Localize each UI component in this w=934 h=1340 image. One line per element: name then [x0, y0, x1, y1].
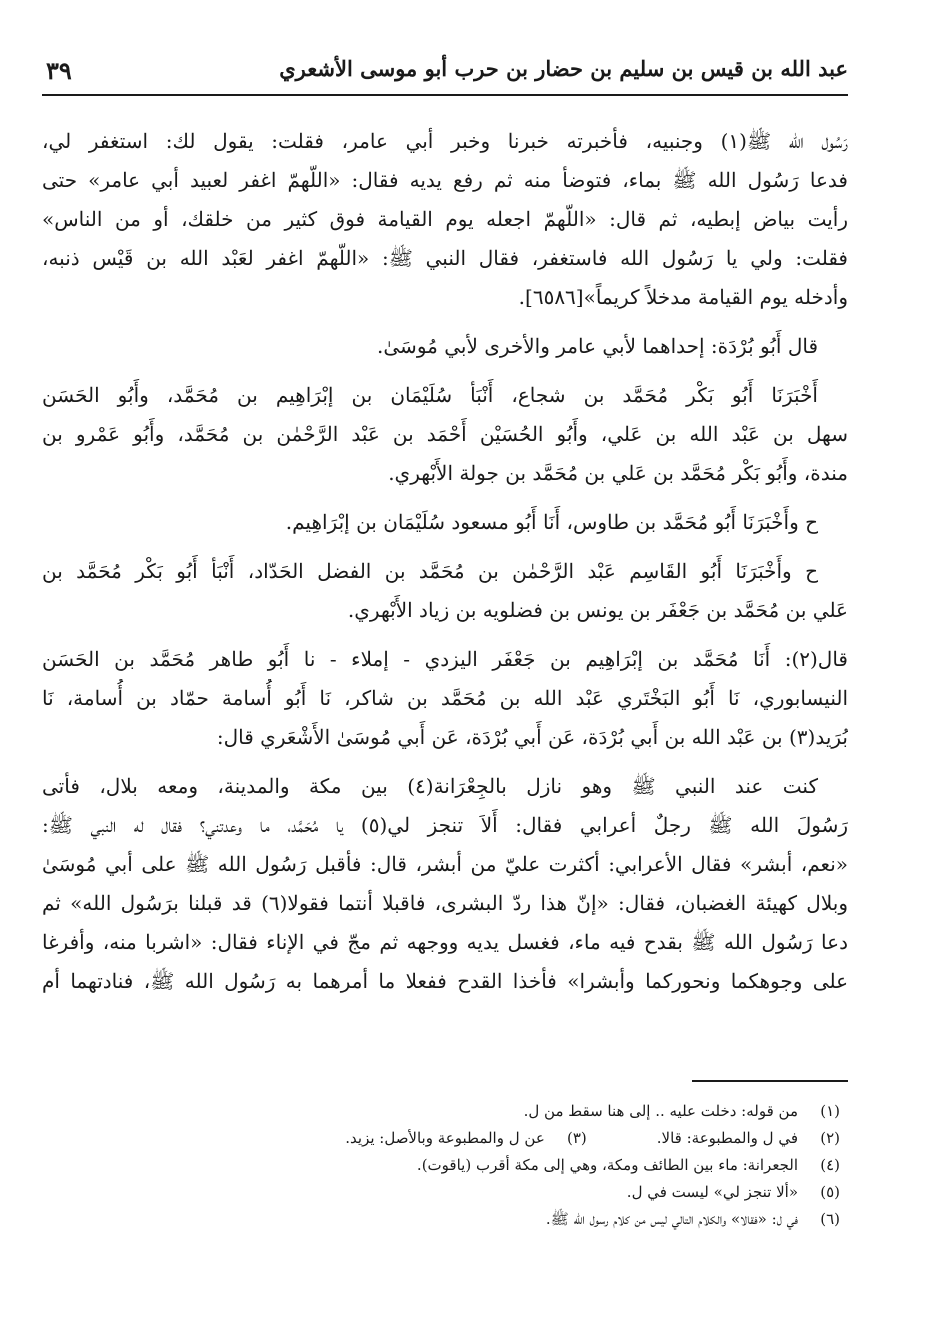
- text-line: سهل بن عَبْد الله بن عَلي، وأَبُو الحُسَيْن أَحْمَد بن عَبْد الرَّحْمٰن بن مُحَمَّد، وأَبُو عَمْرو بن: [42, 422, 848, 446]
- paragraph: [42, 640, 848, 757]
- text-line: كنت عند النبي ﷺ وهو نازل بالجِعْرَانة(٤) بين مكة والمدينة، ومعه بلال، فأتى: [42, 774, 818, 798]
- text-line: رأيت بياض إبطيه، ثم قال: «اللّهمّ اجعله يوم القيامة فوق كثير من خلقك، أو من الناس»: [42, 207, 848, 231]
- text-line: ح وأَخْبَرَنَا أَبُو القَاسِم عَبْد الرَّحْمٰن بن مُحَمَّد بن الفضل الحَدّاد، أَنْبَأ أَبُو بَكْر مُحَمَّد بن: [42, 559, 818, 583]
- text-line: فقلت: ولي يا رَسُول الله فاستغفر، فقال النبي ﷺ: «اللّهمّ اغفر لعَبْد الله بن قَيْس ذنبه،: [42, 246, 848, 270]
- footnote: [42, 1179, 848, 1206]
- footnote: [42, 1125, 848, 1152]
- footnotes: [42, 1098, 848, 1233]
- footnote-number: (٢): [820, 1129, 840, 1147]
- text-line: قال أَبُو بُرْدَة: إحداهما لأبي عامر والأخرى لأبي مُوسَىٰ.: [377, 334, 818, 358]
- footnote: [42, 1152, 848, 1179]
- paragraph: [42, 552, 848, 630]
- paragraph: [42, 503, 848, 542]
- paragraph: [42, 376, 848, 493]
- footnote-text: «ألا تنجز لي» ليست في ل.: [626, 1183, 798, 1201]
- paragraph: [42, 122, 848, 317]
- text-line: بُرَيد(٣) بن عَبْد الله بن أَبي بُرْدَة، عَن أَبي بُرْدَة، عَن أَبي مُوسَىٰ الأَشْعَري قال:: [216, 725, 848, 749]
- footnote-number: (٥): [820, 1183, 840, 1201]
- footnote-separator: [692, 1080, 848, 1082]
- footnote-number: (٦): [820, 1210, 840, 1228]
- text-line: وأدخله يوم القيامة مدخلاً كريماً»[٦٥٨٦].: [518, 285, 848, 309]
- text-line: رَسُول الله ﷺ(١) وجنبيه، فأخبرته خبرنا وخبر أبي عامر، فقلت: يقول لك: استغفر لي،: [42, 129, 848, 153]
- footnote-number: (٣): [567, 1129, 587, 1147]
- footnote-text: من قوله: دخلت عليه .. إلى هنا سقط من ل.: [523, 1102, 798, 1120]
- text-line: وبلال كهيئة الغضبان، فقال: «إنّ هذا ردّ البشرى، فاقبلا أنتما فقولا(٦) قد قبلنا برَسُول الله» ثم: [42, 891, 848, 915]
- text-line: على وجوهكما ونحوركما وأبشرا» فأخذا القدح ففعلا ما أمرهما به رَسُول الله ﷺ، فنادتهما أم: [42, 969, 848, 993]
- page-number: ٣٩: [46, 56, 72, 85]
- text-line: فدعا رَسُول الله ﷺ بماء، فتوضأ منه ثم رفع يديه فقال: «اللّهمّ اغفر لعبيد أبي عامر» حتى: [42, 168, 848, 192]
- footnote-text: في ل: «فقالا» والكلام التالي ليس من كلام رسول الله ﷺ.: [545, 1210, 798, 1228]
- running-header: [42, 50, 848, 96]
- footnote-text: عن ل والمطبوعة وبالأصل: يزيد.: [345, 1129, 545, 1147]
- footnote-text: الجعرانة: ماء بين الطائف ومكة، وهي إلى مكة أقرب (ياقوت).: [416, 1156, 798, 1174]
- paragraph: [42, 327, 848, 366]
- text-line: أَخْبَرَنَا أَبُو بَكْر مُحَمَّد بن شجاع، أَنْبَأ سُلَيْمَان بن إبْرَاهِيم بن مُحَمَّد، وأَبُو الحَسَن: [42, 383, 818, 407]
- text-line: «نعم، أبشر» فقال الأعرابي: أكثرت عليّ من أبشر، قال: فأقبل رَسُول الله ﷺ على أبي مُوسَىٰ: [42, 852, 848, 876]
- text-line: ح وأَخْبَرَنَا أَبُو مُحَمَّد بن طاوس، أَنَا أَبُو مسعود سُلَيْمَان بن إبْرَاهِيم.: [285, 510, 818, 534]
- header-title: عبد الله بن قيس بن سليم بن حضار بن حرب أبو موسى الأشعري: [279, 56, 848, 81]
- footnote: [42, 1206, 848, 1233]
- footnote: [42, 1098, 848, 1125]
- footnote-number: (٤): [820, 1156, 840, 1174]
- text-line: النيسابوري، نَا أَبُو البَخْتَري عَبْد الله بن مُحَمَّد بن شاكر، نَا أَبُو أُسامة حمّاد بن أُسامة، نَا: [42, 686, 848, 710]
- text-line: رَسُولَ الله ﷺ رجلٌ أعرابي فقال: أَلاَ تنجز لي(٥) يا مُحَمَّد، ما وعدتني؟ فقال له النبي ﷺ:: [42, 813, 848, 837]
- text-line: مندة، وأَبُو بَكْر مُحَمَّد بن عَلي بن مُحَمَّد بن جولة الأَبْهري.: [388, 461, 848, 485]
- paragraph: [42, 767, 848, 1001]
- main-text: [42, 122, 848, 1011]
- text-line: عَلي بن مُحَمَّد بن جَعْفَر بن يونس بن فضلويه بن زياد الأَبْهري.: [347, 598, 848, 622]
- text-line: قال(٢): أَنَا مُحَمَّد بن إبْرَاهِيم بن جَعْفَر اليزدي - إملاء - نا أَبُو طاهر مُحَمَّد بن الحَسَن: [42, 647, 848, 671]
- footnote-number: (١): [820, 1102, 840, 1120]
- footnote-text: في ل والمطبوعة: قالا.: [656, 1129, 798, 1147]
- text-line: دعا رَسُول الله ﷺ بقدح فيه ماء، فغسل يديه ووجهه ثم مجّ في الإناء فقال: «اشربا منه، وأفرغا: [42, 930, 848, 954]
